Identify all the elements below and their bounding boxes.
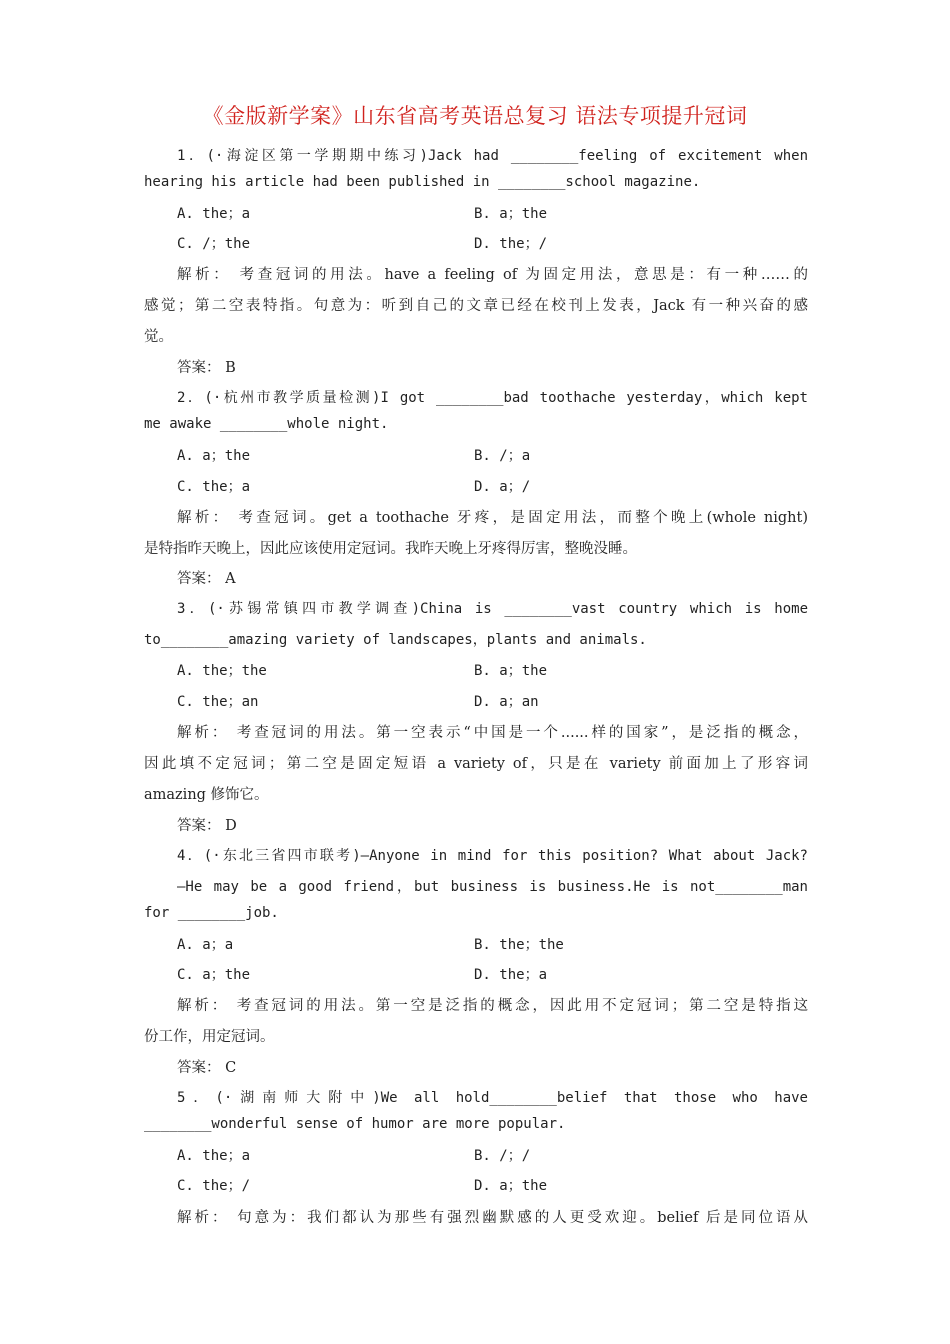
question-1-option-d: D. the；/ <box>474 236 548 252</box>
question-2-stem-line-1: 2．(·杭州市教学质量检测)I got ________bad toothache yesterday，which kept <box>177 390 808 406</box>
question-4-option-b: B. the；the <box>474 937 564 953</box>
question-1-option-b: B. a；the <box>474 206 548 222</box>
question-1-answer: 答案： B <box>177 360 236 376</box>
question-2-option-d: D. a；/ <box>474 479 531 495</box>
question-3-option-a: A. the；the <box>177 663 267 679</box>
question-5-option-b: B. /；/ <box>474 1148 531 1164</box>
question-5-option-c: C. the；/ <box>177 1178 251 1194</box>
question-4-option-d: D. the；a <box>474 967 548 983</box>
question-1-stem-line-1: 1．(·海淀区第一学期期中练习)Jack had ________feeling of excitement when <box>177 148 808 164</box>
question-3-explanation-line-2: 因此填不定冠词；第二空是固定短语 a variety of，只是在 variety 前面加上了形容词 <box>144 756 808 772</box>
question-1-explanation-line-2: 感觉；第二空表特指。句意为：听到自己的文章已经在校刊上发表，Jack 有一种兴奋的感 <box>144 298 808 314</box>
question-5-option-a: A. the；a <box>177 1148 251 1164</box>
question-5-explanation-line-1: 解析： 句意为：我们都认为那些有强烈幽默感的人更受欢迎。belief 后是同位语从 <box>177 1210 808 1226</box>
document-title: 《金版新学案》山东省高考英语总复习 语法专项提升冠词 <box>202 104 748 128</box>
question-3-option-b: B. a；the <box>474 663 548 679</box>
question-4-explanation-line-2: 份工作，用定冠词。 <box>144 1029 275 1045</box>
question-3-option-c: C. the；an <box>177 694 259 710</box>
question-2-stem-line-2: me awake ________whole night. <box>144 416 389 432</box>
question-4-explanation-line-1: 解析： 考查冠词的用法。第一空是泛指的概念，因此用不定冠词；第二空是特指这 <box>177 998 808 1014</box>
question-1-stem-line-2: hearing his article had been published in ________school magazine. <box>144 174 701 190</box>
question-2-option-a: A. a；the <box>177 448 251 464</box>
question-4-stem-line-3: for ________job. <box>144 905 279 921</box>
question-4-stem-line-2: —He may be a good friend，but business is business.He is not________man <box>177 879 808 895</box>
question-5-option-d: D. a；the <box>474 1178 548 1194</box>
question-3-explanation-line-1: 解析： 考查冠词的用法。第一空表示“中国是一个......样的国家”，是泛指的概念， <box>177 725 808 741</box>
question-2-answer: 答案： A <box>177 571 236 587</box>
question-3-explanation-line-3: amazing 修饰它。 <box>144 787 269 803</box>
question-2-option-c: C. the；a <box>177 479 251 495</box>
question-4-option-a: A. a；a <box>177 937 234 953</box>
question-2-option-b: B. /；a <box>474 448 531 464</box>
question-1-explanation-line-1: 解析： 考查冠词的用法。have a feeling of 为固定用法，意思是：有一种……的 <box>177 267 808 283</box>
question-4-stem-line-1: 4．(·东北三省四市联考)—Anyone in mind for this position? What about Jack? <box>177 848 808 864</box>
question-2-explanation-line-2: 是特指昨天晚上，因此应该使用定冠词。我昨天晚上牙疼得厉害，整晚没睡。 <box>144 541 637 557</box>
question-2-explanation-line-1: 解析： 考查冠词。get a toothache 牙疼，是固定用法，而整个晚上(whole night) <box>177 510 808 526</box>
question-1-option-c: C. /；the <box>177 236 251 252</box>
question-5-stem-line-1: 5．(·湖南师大附中)We all hold________belief that those who have <box>177 1090 808 1106</box>
question-4-option-c: C. a；the <box>177 967 251 983</box>
question-3-stem-line-2: to________amazing variety of landscapes，plants and animals. <box>144 632 647 648</box>
question-3-stem-line-1: 3．(·苏锡常镇四市教学调查)China is ________vast country which is home <box>177 601 808 617</box>
question-3-answer: 答案： D <box>177 818 237 834</box>
question-4-answer: 答案： C <box>177 1060 237 1076</box>
question-5-stem-line-2: ________wonderful sense of humor are more popular. <box>144 1116 566 1132</box>
question-1-option-a: A. the；a <box>177 206 251 222</box>
question-3-option-d: D. a；an <box>474 694 539 710</box>
question-1-explanation-line-3: 觉。 <box>144 329 173 345</box>
